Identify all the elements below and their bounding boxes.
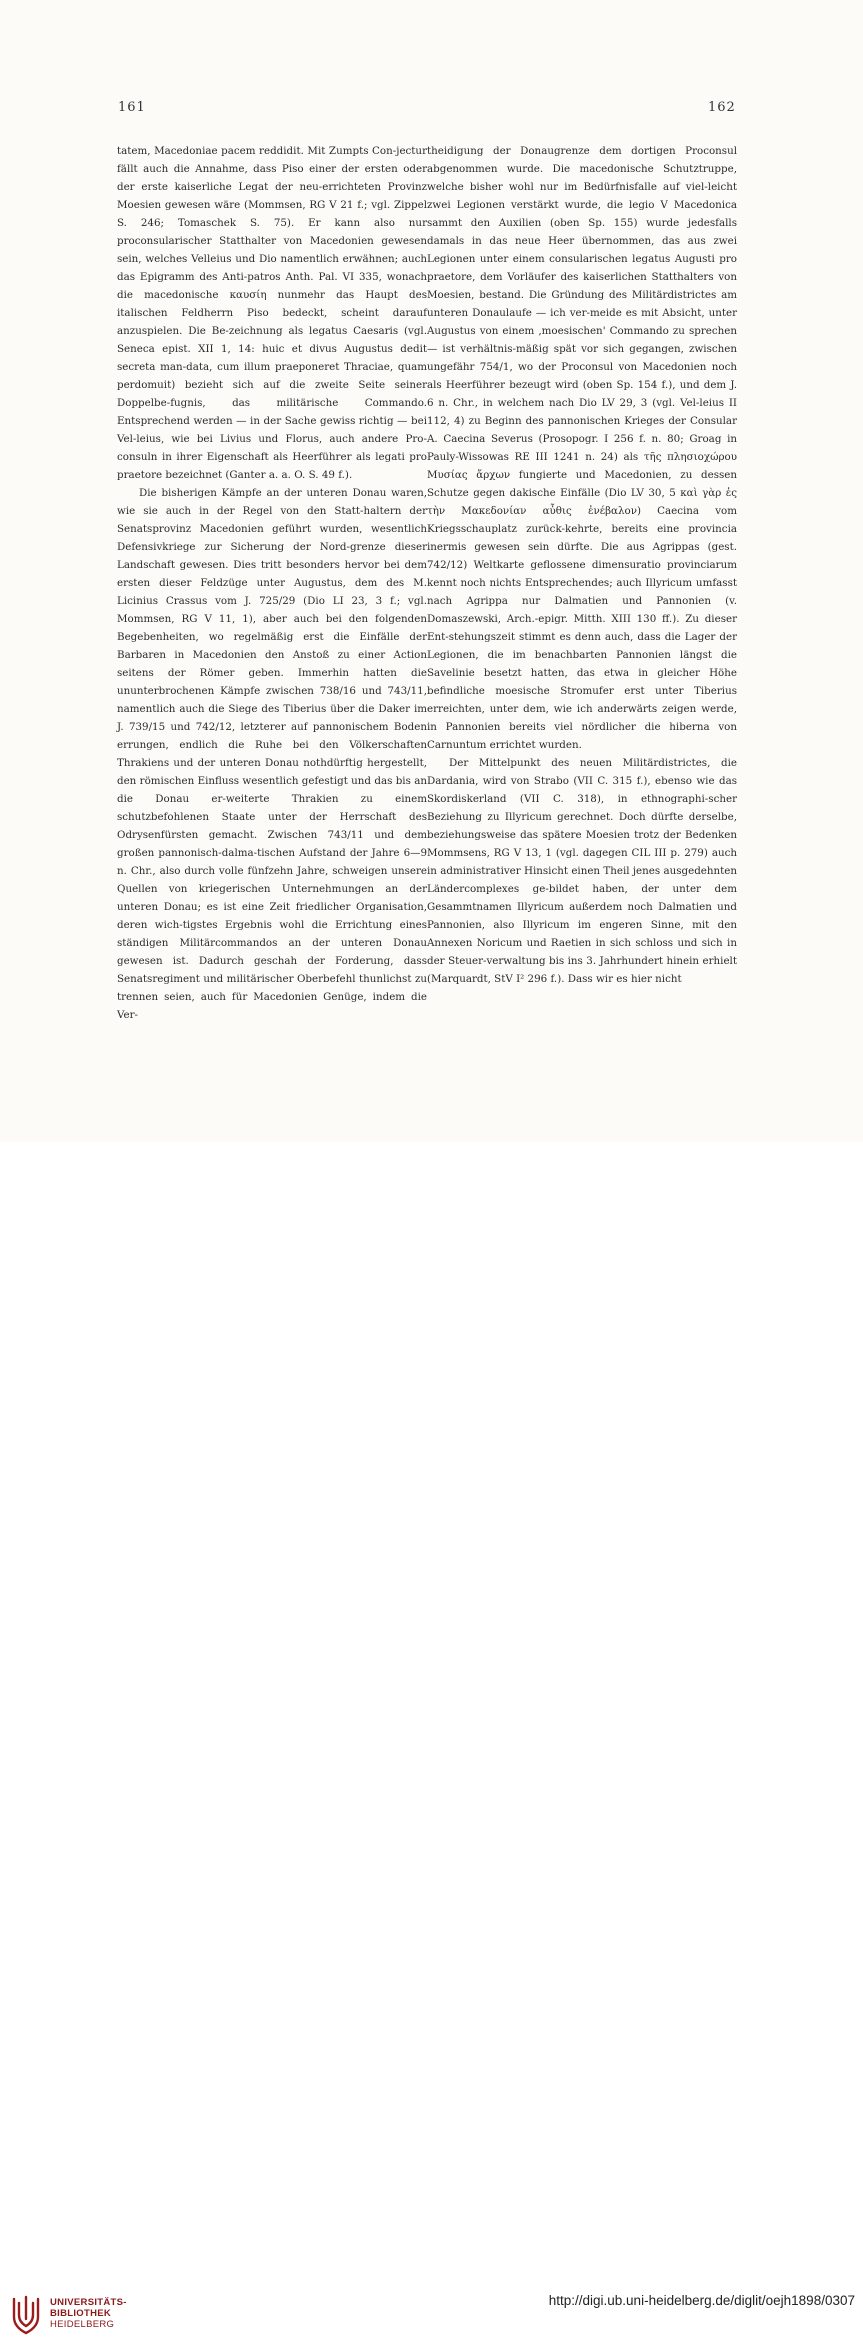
scanned-page — [0, 0, 863, 1142]
permalink-url[interactable]: http://digi.ub.uni-heidelberg.de/diglit/oejh1898/0307 — [548, 2293, 855, 2308]
right-column — [427, 142, 737, 988]
page-number-left: 161 — [118, 100, 146, 115]
university-library-logo-icon[interactable] — [10, 2293, 42, 2337]
footer-bar — [0, 1142, 863, 2330]
paragraph: Die bisherigen Kämpfe an der unteren Donau waren, wie sie auch in der Regel von den Statt-haltern der Senatsprovinz Macedonien geführt wurden, wesentlich Defensivkriege zur Sicherung der Nord-grenze dieser Landschaft gewesen. Dies tritt besonders hervor bei dem ersten dieser Feldzüge unter Augustus, dem des M. Licinius Crassus vom J. 725/29 (Dio LI 23, 3 f.; vgl. Mommsen, RG V 11, 1), aber auch bei den folgenden Begebenheiten, wo regelmäßig erst die Einfälle der Barbaren in Macedonien den Anstoß zu einer Action seitens der Römer geben. Immerhin hatten die ununterbrochenen Kämpfe zwischen 738/16 und 743/11, namentlich auch die Siege des Tiberius über die Daker im J. 739/15 und 742/12, letzterer auf pannonischem Boden errungen, endlich die Ruhe bei den Völkerschaften Thrakiens und der unteren Donau nothdürftig hergestellt, den römischen Einfluss wesentlich gefestigt und das bis an die Donau er-weiterte Thrakien zu einem schutzbefohlenen Staate unter der Herrschaft des Odrysenfürsten gemacht. Zwischen 743/11 und dem großen pannonisch-dalma-tischen Aufstand der Jahre 6—9 n. Chr., also durch volle fünfzehn Jahre, schweigen unsere Quellen von kriegerischen Unternehmungen an der unteren Donau; es ist eine Zeit friedlicher Organisation, deren wich-tigstes Ergebnis wohl die Errichtung eines ständigen Militärcommandos an der unteren Donau gewesen ist. Dadurch geschah der Forderung, dass Senatsregiment und militärischer Oberbefehl thunlichst zu trennen seien, auch für Macedonien Genüge, indem die Ver- — [117, 487, 427, 1021]
page-number-right: 162 — [708, 100, 736, 115]
left-column — [117, 142, 427, 1024]
library-name — [50, 2297, 127, 2330]
paragraph: Der Mittelpunkt des neuen Militärdistrictes, die Dardania, wird von Strabo (VII C. 315 f.), ebenso wie das Skordiskerland (VII C. 318), in ethnographi-scher Beziehung zu Illyricum gerechnet. Doch dürfte derselbe, beziehungsweise das spätere Moesien trotz der Bedenken Mommsens, RG V 13, 1 (vgl. dagegen CIL III p. 279) auch in administrativer Hinsicht einen Theil jenes ausgedehnten Ländercomplexes ge-bildet haben, der unter dem Gesammtnamen Illyricum außerdem noch Dalmatien und Pannonien, also Illyricum im engeren Sinne, mit den Annexen Noricum und Raetien in sich schloss und sich in der Steuer-verwaltung bis ins 3. Jahrhundert hinein erhielt (Marquardt, StV I² 296 f.). Dass wir es hier nicht — [427, 757, 737, 985]
paragraph: tatem, Macedoniae pacem reddidit. Mit Zumpts Con-jectur fällt auch die Annahme, dass Piso einer der ersten oder der erste kaiserliche Legat der neu-errichteten Provinz Moesien gewesen wäre (Mommsen, RG V 21 f.; vgl. Zippel S. 246; Tomaschek S. 75). Er kann also nur proconsularischer Statthalter von Macedonien gewesen sein, welches Velleius und Dio namentlich erwähnen; auch das Epigramm des Anti-patros Anth. Pal. VI 335, wonach die macedonische καυσίη nunmehr das Haupt des italischen Feldherrn Piso bedeckt, scheint darauf anzuspielen. Die Be-zeichnung als legatus Caesaris (vgl. Seneca epist. XII 1, 14: huic et divus Augustus dedit secreta man-data, cum illum praeponeret Thraciae, quam perdomuit) bezieht sich auf die zweite Seite seiner Doppelbe-fugnis, das militärische Commando. Entsprechend werden — in der Sache gewiss richtig — bei Vel-leius, wie bei Livius und Florus, auch andere Pro-consuln in ihrer Eigenschaft als Heerführer als legati pro praetore bezeichnet (Ganter a. a. O. S. 49 f.). — [117, 145, 427, 481]
library-line: UNIVERSITÄTS- — [50, 2297, 127, 2308]
paragraph: theidigung der Donaugrenze dem dortigen Proconsul abgenommen wurde. Die macedonische Schutztruppe, welche bisher wohl nur im Bedürfnisfalle auf viel-leicht zwei Legionen verstärkt wurde, die legio V Macedonica sammt den Auxilien (oben Sp. 155) wurde jedesfalls damals in das neue Heer übernommen, das aus zwei Legionen unter einem consularischen legatus Augusti pro praetore, dem Vorläufer des kaiserlichen Statthalters von Moesien, bestand. Die Gründung des Militärdistrictes am unteren Donaulaufe — ich ver-meide es mit Absicht, unter Augustus von einem ‚moesischen' Commando zu sprechen — ist verhältnis-mäßig spät vor sich gegangen, zwischen ungefähr 754/1, wo der Proconsul von Macedonien noch als Heerführer bezeugt wird (oben Sp. 154 f.), und dem J. 6 n. Chr., in welchem nach Dio LV 29, 3 (vgl. Vel-leius II 112, 4) zu Beginn des pannonischen Krieges der Consular A. Caecina Severus (Prosopogr. I 256 f. n. 80; Groag in Pauly-Wissowas RE III 1241 n. 24) als τῆς πλησιοχώρου Μυσίας ἄρχων fungierte und Macedonien, zu dessen Schutze gegen dakische Einfälle (Dio LV 30, 5 καὶ γὰρ ἐς τὴν Μακεδονίαν αὖθις ἐνέβαλον) Caecina vom Kriegsschauplatz zurück-kehrte, bereits eine provincia inermis gewesen sein dürfte. Die aus Agrippas (gest. 742/12) Weltkarte geflossene dimensuratio provinciarum kennt noch nichts Entsprechendes; auch Illyricum umfasst nach Agrippa nur Dalmatien und Pannonien (v. Domaszewski, Arch.-epigr. Mitth. XIII 130 ff.). Zu dieser Ent-stehungszeit stimmt es denn auch, dass die Lager der Legionen, die im benachbarten Pannonien längst die Savelinie besetzt hatten, das etwa in gleicher Höhe befindliche moesische Stromufer erst unter Tiberius erreichten, unter dem, wie ich anderwärts zeigen werde, in Pannonien bereits viel nördlicher die hiberna von Carnuntum errichtet wurden. — [427, 145, 737, 751]
library-line: BIBLIOTHEK — [50, 2308, 112, 2319]
library-line: HEIDELBERG — [50, 2319, 115, 2330]
